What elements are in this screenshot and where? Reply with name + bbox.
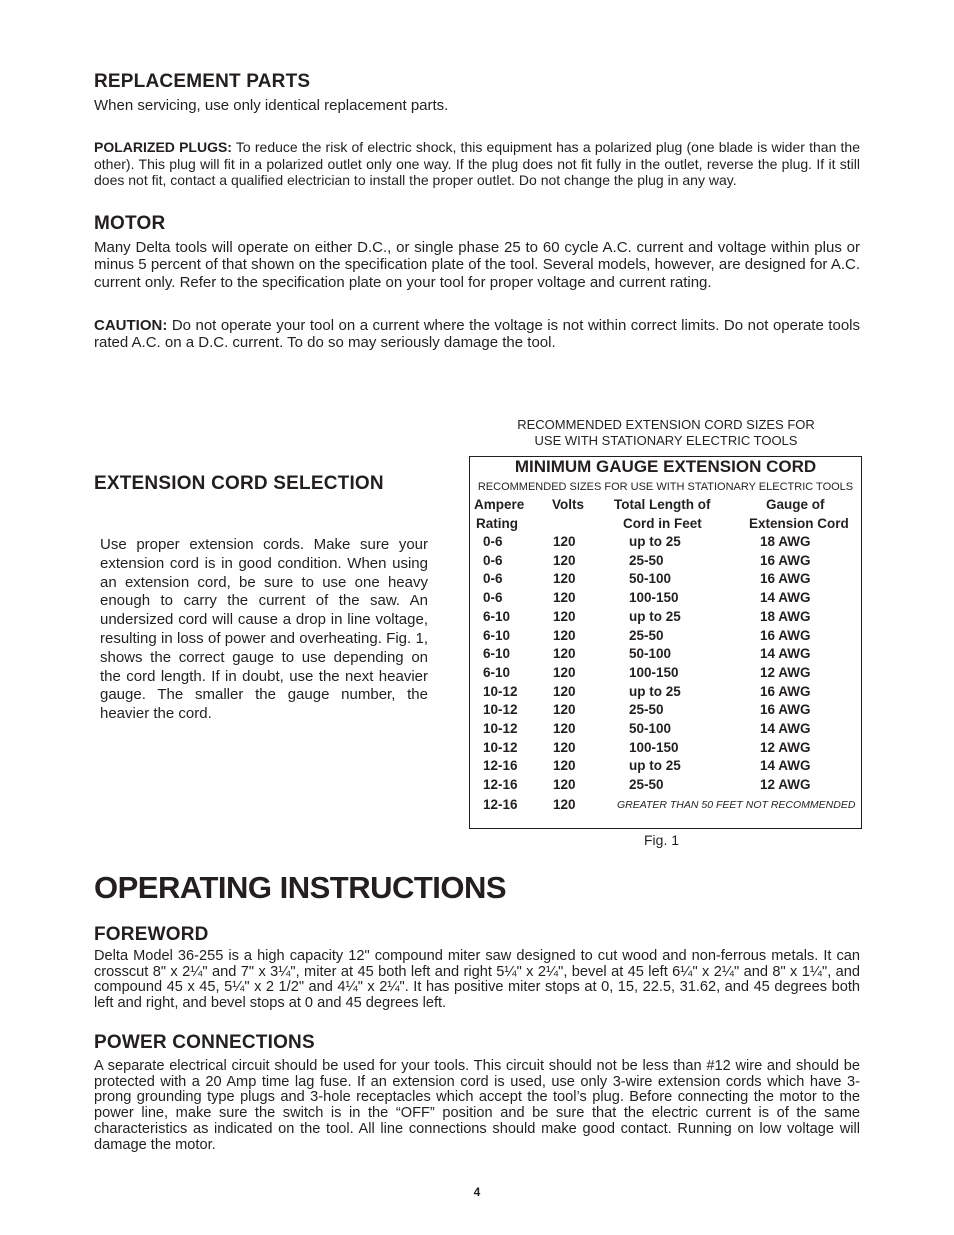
cell-volts: 120 bbox=[553, 702, 576, 718]
cell-length: 25-50 bbox=[629, 777, 664, 793]
motor-text: Many Delta tools will operate on either D.C., or single phase 25 to 60 cycle A.C. current and voltage within plus or minus 5 percent of that shown on the specification plate of the tool. Several models, however, are designed for A.C. current only. Refer to the specification plate on your tool for proper voltage and current rating. bbox=[94, 239, 860, 291]
cell-ampere: 6-10 bbox=[483, 646, 511, 662]
cell-ampere: 10-12 bbox=[483, 702, 518, 718]
cell-gauge: 16 AWG bbox=[760, 571, 811, 587]
table-caption bbox=[470, 417, 862, 449]
cell-ampere: 0-6 bbox=[483, 552, 503, 568]
cell-volts: 120 bbox=[553, 739, 576, 755]
header-length-2: Cord in Feet bbox=[623, 516, 702, 531]
extension-cord-heading: EXTENSION CORD SELECTION bbox=[94, 473, 384, 494]
cell-length: up to 25 bbox=[629, 534, 681, 549]
table-caption-line2: USE WITH STATIONARY ELECTRIC TOOLS bbox=[534, 433, 798, 448]
caution-text: Do not operate your tool on a current where the voltage is not within correct limits. Do not operate tools rated A.C. on a D.C. current. To do so may seriously damage the tool. bbox=[94, 317, 860, 352]
cell-gauge: 14 AWG bbox=[760, 590, 811, 606]
replacement-parts-text: When servicing, use only identical replacement parts. bbox=[94, 97, 449, 114]
header-ampere: Ampere bbox=[474, 497, 525, 512]
table-caption-line1: RECOMMENDED EXTENSION CORD SIZES FOR bbox=[517, 417, 815, 432]
cell-ampere: 0-6 bbox=[483, 590, 503, 606]
cell-gauge: 14 AWG bbox=[760, 721, 811, 736]
cell-ampere: 10-12 bbox=[483, 683, 518, 699]
cell-volts: 120 bbox=[553, 683, 576, 699]
cell-volts: 120 bbox=[553, 608, 576, 624]
cell-gauge: 14 AWG bbox=[760, 646, 811, 662]
table-subtitle: RECOMMENDED SIZES FOR USE WITH STATIONARY ELECTRIC TOOLS bbox=[477, 481, 854, 493]
page-number: 4 bbox=[473, 1185, 481, 1199]
figure-label: Fig. 1 bbox=[644, 832, 680, 848]
cell-ampere: 12-16 bbox=[483, 777, 518, 793]
cell-gauge: 14 AWG bbox=[760, 758, 811, 774]
cell-gauge: 16 AWG bbox=[760, 683, 811, 699]
replacement-parts-heading: REPLACEMENT PARTS bbox=[94, 71, 311, 92]
power-connections-heading: POWER CONNECTIONS bbox=[94, 1032, 315, 1053]
cell-volts: 120 bbox=[553, 627, 576, 643]
operating-instructions-title: OPERATING INSTRUCTIONS bbox=[94, 870, 507, 905]
cell-gauge: 18 AWG bbox=[760, 608, 811, 624]
table-row bbox=[470, 646, 861, 664]
cell-length: 50-100 bbox=[629, 646, 672, 662]
foreword-heading: FOREWORD bbox=[94, 924, 209, 945]
cell-volts: 120 bbox=[553, 646, 576, 662]
cell-volts: 120 bbox=[553, 797, 576, 812]
cell-length: 25-50 bbox=[629, 627, 664, 643]
cell-gauge: 12 AWG bbox=[760, 777, 811, 793]
cell-ampere: 12-16 bbox=[483, 797, 518, 812]
cell-volts: 120 bbox=[553, 534, 576, 549]
cell-gauge: 16 AWG bbox=[760, 702, 811, 718]
table-row bbox=[470, 758, 861, 776]
cell-length: 50-100 bbox=[629, 571, 672, 587]
cell-length: up to 25 bbox=[629, 758, 681, 774]
table-row bbox=[470, 590, 861, 608]
header-gauge-1: Gauge of bbox=[766, 497, 825, 512]
table-row bbox=[470, 777, 861, 795]
cell-length: 100-150 bbox=[629, 664, 679, 680]
table-row-last bbox=[470, 797, 861, 815]
cell-gauge: 16 AWG bbox=[760, 552, 811, 568]
extension-cord-text: Use proper extension cords. Make sure your extension cord is in good condition. When using an extension cord, be sure to use one heavy enough to carry the current of the saw. An undersized cord will cause a drop in line voltage, resulting in loss of power and overheating. Fig. 1, shows the correct gauge to use depending on the cord length. If in doubt, use the next heavier gauge. The smaller the gauge number, the heavier the cord. bbox=[100, 536, 428, 723]
header-gauge-2: Extension Cord bbox=[749, 516, 849, 531]
cell-not-recommended-note: GREATER THAN 50 FEET NOT RECOMMENDED bbox=[617, 799, 856, 811]
cell-ampere: 0-6 bbox=[483, 534, 503, 549]
cell-ampere: 0-6 bbox=[483, 571, 503, 587]
table-row bbox=[470, 609, 861, 627]
cell-volts: 120 bbox=[553, 664, 576, 680]
header-rating: Rating bbox=[476, 516, 518, 531]
polarized-plugs-text: To reduce the risk of electric shock, this equipment has a polarized plug (one blade is wider than the other). This plug will fit in a polarized outlet only one way. If the plug does not fit fully in the outlet, reverse the plug. If it still does not fit, contact a qualified electrician to install the proper outlet. Do not change the plug in any way. bbox=[94, 139, 861, 188]
caution-paragraph bbox=[94, 317, 860, 352]
cell-ampere: 6-10 bbox=[483, 608, 511, 624]
table-row bbox=[470, 553, 861, 571]
cell-volts: 120 bbox=[553, 758, 576, 774]
polarized-plugs-paragraph bbox=[94, 139, 860, 189]
table-row bbox=[470, 721, 861, 739]
table-row bbox=[470, 684, 861, 702]
cell-length: 25-50 bbox=[629, 552, 664, 568]
cell-ampere: 10-12 bbox=[483, 739, 518, 755]
table-row bbox=[470, 534, 861, 552]
table-row bbox=[470, 740, 861, 758]
header-length-1: Total Length of bbox=[614, 497, 711, 512]
table-row bbox=[470, 702, 861, 720]
cell-length: 25-50 bbox=[629, 702, 664, 718]
header-volts: Volts bbox=[552, 497, 585, 512]
cell-length: up to 25 bbox=[629, 683, 681, 699]
power-connections-text: A separate electrical circuit should be used for your tools. This circuit should not be less than #12 wire and should be protected with a 20 Amp time lag fuse. If an extension cord is used, use only 3-wire extension cords which have 3-prong grounding type plugs and 3-hole receptacles which accept the tool’s plug. Before connecting the motor to the power line, make sure the switch is in the “OFF” position and be sure that the electric current is of the same characteristics as indicated on the tool. All line connections should make good contact. Running on low voltage will damage the motor. bbox=[94, 1058, 860, 1153]
table-row bbox=[470, 665, 861, 683]
foreword-text: Delta Model 36-255 is a high capacity 12" compound miter saw designed to cut wood and non-ferrous metals. It can crosscut 8" x 2¼" and 7" x 3¼", miter at 45 both left and right 5¼" x 2¼", bevel at 45 left 6¼" x 2¼" and 8" x 1¼", and compound 45 x 45, 5¼" x 2 1/2" and 4¼" x 2¼". It has positive miter stops at 0, 15, 22.5, 31.62, and 45 degrees both left and right, and bevel stops at 0 and 45 degrees left. bbox=[94, 948, 860, 1012]
cell-ampere: 6-10 bbox=[483, 664, 511, 680]
polarized-plugs-label: POLARIZED PLUGS: bbox=[94, 139, 232, 155]
cell-volts: 120 bbox=[553, 552, 576, 568]
table-title: MINIMUM GAUGE EXTENSION CORD bbox=[514, 457, 817, 476]
table-row bbox=[470, 571, 861, 589]
caution-label: CAUTION: bbox=[94, 317, 168, 334]
cell-volts: 120 bbox=[553, 571, 576, 587]
cell-length: 100-150 bbox=[629, 739, 679, 755]
cell-volts: 120 bbox=[553, 721, 576, 736]
cell-length: up to 25 bbox=[629, 608, 681, 624]
cell-gauge: 12 AWG bbox=[760, 664, 811, 680]
cell-gauge: 12 AWG bbox=[760, 739, 811, 755]
cell-length: 50-100 bbox=[629, 721, 672, 736]
cell-gauge: 18 AWG bbox=[760, 534, 811, 549]
cell-length: 100-150 bbox=[629, 590, 679, 606]
cell-volts: 120 bbox=[553, 777, 576, 793]
cell-ampere: 12-16 bbox=[483, 758, 518, 774]
extension-cord-table bbox=[469, 456, 862, 829]
cell-volts: 120 bbox=[553, 590, 576, 606]
motor-heading: MOTOR bbox=[94, 213, 166, 234]
table-row bbox=[470, 628, 861, 646]
cell-ampere: 6-10 bbox=[483, 627, 511, 643]
cell-gauge: 16 AWG bbox=[760, 627, 811, 643]
cell-ampere: 10-12 bbox=[483, 721, 518, 736]
